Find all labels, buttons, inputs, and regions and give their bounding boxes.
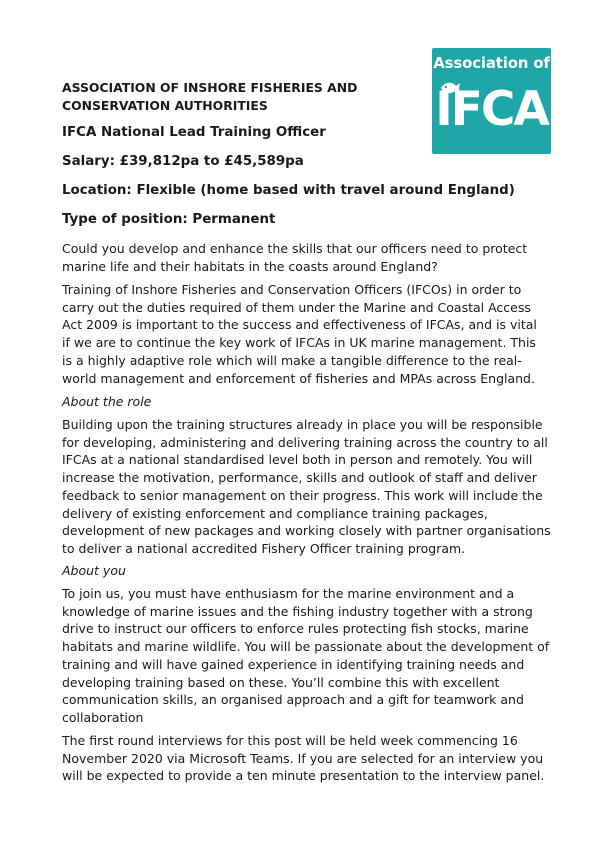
paragraph-line: IFCAs at a national standardised level both in person and remotely. You will	[62, 452, 533, 468]
about-you-paragraph	[62, 585, 562, 727]
organisation-line: CONSERVATION AUTHORITIES	[62, 97, 268, 113]
job-title: IFCA National Lead Training Officer	[62, 125, 326, 140]
paragraph-line: world management and enforcement of fisheries and MPAs across England.	[62, 370, 535, 386]
organisation-line: ASSOCIATION OF INSHORE FISHERIES AND	[62, 80, 358, 95]
paragraph-line: will be expected to provide a ten minute presentation to the interview panel.	[62, 768, 545, 784]
paragraph-line: is a highly adaptive role which will make a tangible difference to the real-	[62, 352, 522, 368]
logo-line-association: Association of	[433, 54, 550, 72]
ifca-logo	[432, 48, 551, 154]
paragraph-line: Training of Inshore Fisheries and Conservation Officers (IFCOs) in order to	[62, 282, 522, 297]
paragraph-line: knowledge of marine issues and the fishing industry together with a strong	[62, 603, 533, 619]
paragraph-line: development of new packages and working closely with partner organisations	[62, 523, 551, 539]
interviews-paragraph	[62, 732, 562, 785]
intro-paragraph	[62, 240, 562, 275]
position-type: Type of position: Permanent	[62, 212, 276, 227]
paragraph-line: communication skills, an organised approach and a gift for teamwork and	[62, 692, 524, 708]
training-paragraph	[62, 281, 562, 387]
paragraph-line: if we are to continue the key work of IFCAs in UK marine management. This	[62, 335, 536, 351]
paragraph-line: November 2020 via Microsoft Teams. If you are selected for an interview you	[62, 750, 544, 766]
paragraph-line: to deliver a national accredited Fishery Officer training program.	[62, 540, 466, 556]
paragraph-line: Building upon the training structures already in place you will be responsible	[62, 417, 543, 432]
paragraph-line: To join us, you must have enthusiasm for the marine environment and a	[62, 586, 515, 601]
location: Location: Flexible (home based with travel around England)	[62, 183, 515, 198]
paragraph-line: delivery of existing enforcement and compliance training packages,	[62, 505, 488, 521]
paragraph-line: for developing, administering and delivering training across the country to all	[62, 434, 548, 450]
paragraph-line: marine life and their habitats in the coasts around England?	[62, 258, 438, 274]
paragraph-line: drive to instruct our officers to enforce rules protecting fish stocks, marine	[62, 621, 529, 637]
paragraph-line: The first round interviews for this post will be held week commencing 16	[62, 733, 518, 748]
paragraph-line: collaboration	[62, 709, 144, 725]
paragraph-line: increase the motivation, performance, skills and outlook of staff and deliver	[62, 470, 537, 486]
about-role-heading: About the role	[62, 394, 152, 409]
paragraph-line: habitats and marine wildlife. You will be passionate about the development of	[62, 639, 550, 655]
about-you-heading: About you	[62, 563, 126, 578]
paragraph-line: carry out the duties required of them under the Marine and Coastal Access	[62, 299, 531, 315]
logo-line-ifca: IFCA	[435, 82, 548, 137]
paragraph-line: developing training based on these. You’ll combine this with excellent	[62, 674, 500, 690]
salary: Salary: £39,812pa to £45,589pa	[62, 154, 304, 169]
paragraph-line: training and will have gained experience in identifying training needs and	[62, 656, 525, 672]
paragraph-line: Could you develop and enhance the skills that our officers need to protect	[62, 241, 528, 256]
organisation-heading	[62, 79, 422, 114]
paragraph-line: Act 2009 is important to the success and effectiveness of IFCAs, and is vital	[62, 317, 537, 333]
paragraph-line: feedback to senior management on their progress. This work will include the	[62, 487, 543, 503]
about-role-paragraph	[62, 416, 562, 558]
